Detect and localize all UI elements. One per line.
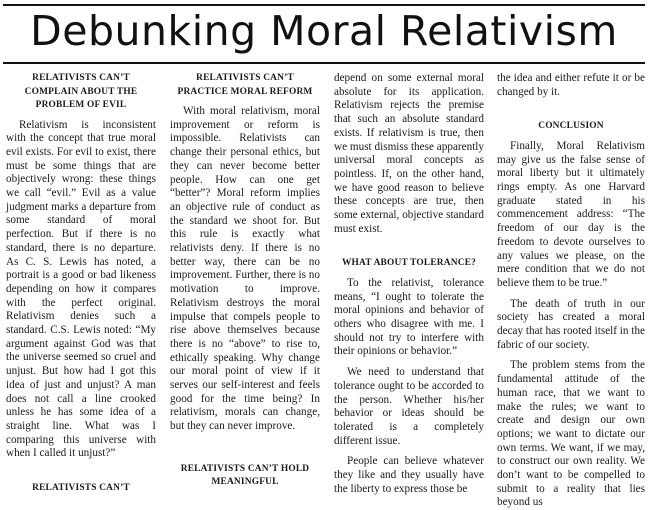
- heading-hold-meaningful: RELATIVISTS CAN’T HOLD MEANINGFUL: [180, 463, 310, 488]
- heading-moral-reform: RELATIVISTS CAN’T PRACTICE MORAL REFORM: [177, 73, 313, 97]
- paragraph-refute-idea: the idea and either refute it or be changed by it.: [497, 72, 645, 98]
- paragraph-moral-reform: With moral relativism, moral improvement or reform is impossible. Relativists can change their personal ethics, but they can never become better people. How can one get “better”? Moral reform implies an objective rule of conduct as the standard we shoot for. But this rule is exactly what relativists deny. If there is no better way, there can be no improvement. Further, there is no motivation to improve. Relativism destroys the moral impulse that compels people to rise above themselves because there is no “above” to rise to, ethically speaking. Why change our moral point of view if it serves our self-interest and feels good for the time being? In relativism, morals can change, but they can never improve.: [170, 105, 320, 433]
- paragraph-conclusion-decay: The death of truth in our society has created a moral decay that has rooted itself in the fabric of our society.: [497, 297, 645, 351]
- page-title: Debunking Moral Relativism: [30, 7, 618, 55]
- paragraph-tolerance-person: We need to understand that tolerance ought to be accorded to the person. Whether his/her behavior or ideas should be tolerated is a completely different issue.: [334, 366, 484, 447]
- column-4: [497, 72, 645, 509]
- column-2: [170, 72, 320, 488]
- column-3: [334, 72, 484, 495]
- paragraph-conclusion-problem: The problem stems from the fundamental attitude of the human race, that we want to make the rules; we want to create and design our own options; we want to dictate our own terms. We want, if we may, to construct our own reality. We don’t want to be compelled to submit to a reality that lies beyond us: [497, 359, 645, 509]
- heading-relativists-cant: RELATIVISTS CAN’T: [32, 483, 130, 494]
- paragraph-problem-of-evil: Relativism is inconsistent with the concept that true moral evil exists. For evil to exist, there must be some things that are objectively wrong: these things we call “evil.” Evil as a value judgment marks a departure from some standard of moral perfection. But if there is no standard, there is no departure. As C. S. Lewis has noted, a portrait is a good or bad likeness depending on how it compares with the perfect original. Relativism denies such a standard. C.S. Lewis noted: “My argument against God was that the universe seemed so cruel and unjust. But how had I got this idea of just and unjust? A man does not call a line crooked unless he has some idea of a straight line. What was I comparing this universe with when I called it unjust?”: [6, 118, 156, 460]
- column-1: [6, 72, 156, 494]
- paragraph-tolerance-liberty: People can believe whatever they like and they usually have the liberty to express those be: [334, 455, 484, 495]
- heading-conclusion: CONCLUSION: [538, 121, 604, 132]
- heading-problem-of-evil: RELATIVISTS CAN’T COMPLAIN ABOUT THE PROBLEM OF EVIL: [24, 73, 138, 110]
- title-bottom-rule: [3, 62, 645, 64]
- paragraph-external-absolute: depend on some external moral absolute for its application. Relativism rejects the premise that such an absolute standard exists. If relativism is true, then we must dismiss these apparently universal moral concepts as pointless. If, on the other hand, we have good reason to believe these concepts are true, then some external, objective standard must exist.: [334, 72, 484, 235]
- paragraph-tolerance-definition: To the relativist, tolerance means, “I ought to tolerate the moral opinions and behavior of others who disagree with me. I should not try to interfere with their opinions or behavior.”: [334, 276, 484, 358]
- paragraph-conclusion-liberty: Finally, Moral Relativism may give us the false sense of moral liberty but it ultimately rings empty. As one Harvard graduate stated in his commencement address: “The freedom of our day is the freedom to devote ourselves to any values we please, on the mere condition that we do not believe them to be true.”: [497, 139, 645, 289]
- heading-tolerance: WHAT ABOUT TOLERANCE?: [341, 258, 477, 269]
